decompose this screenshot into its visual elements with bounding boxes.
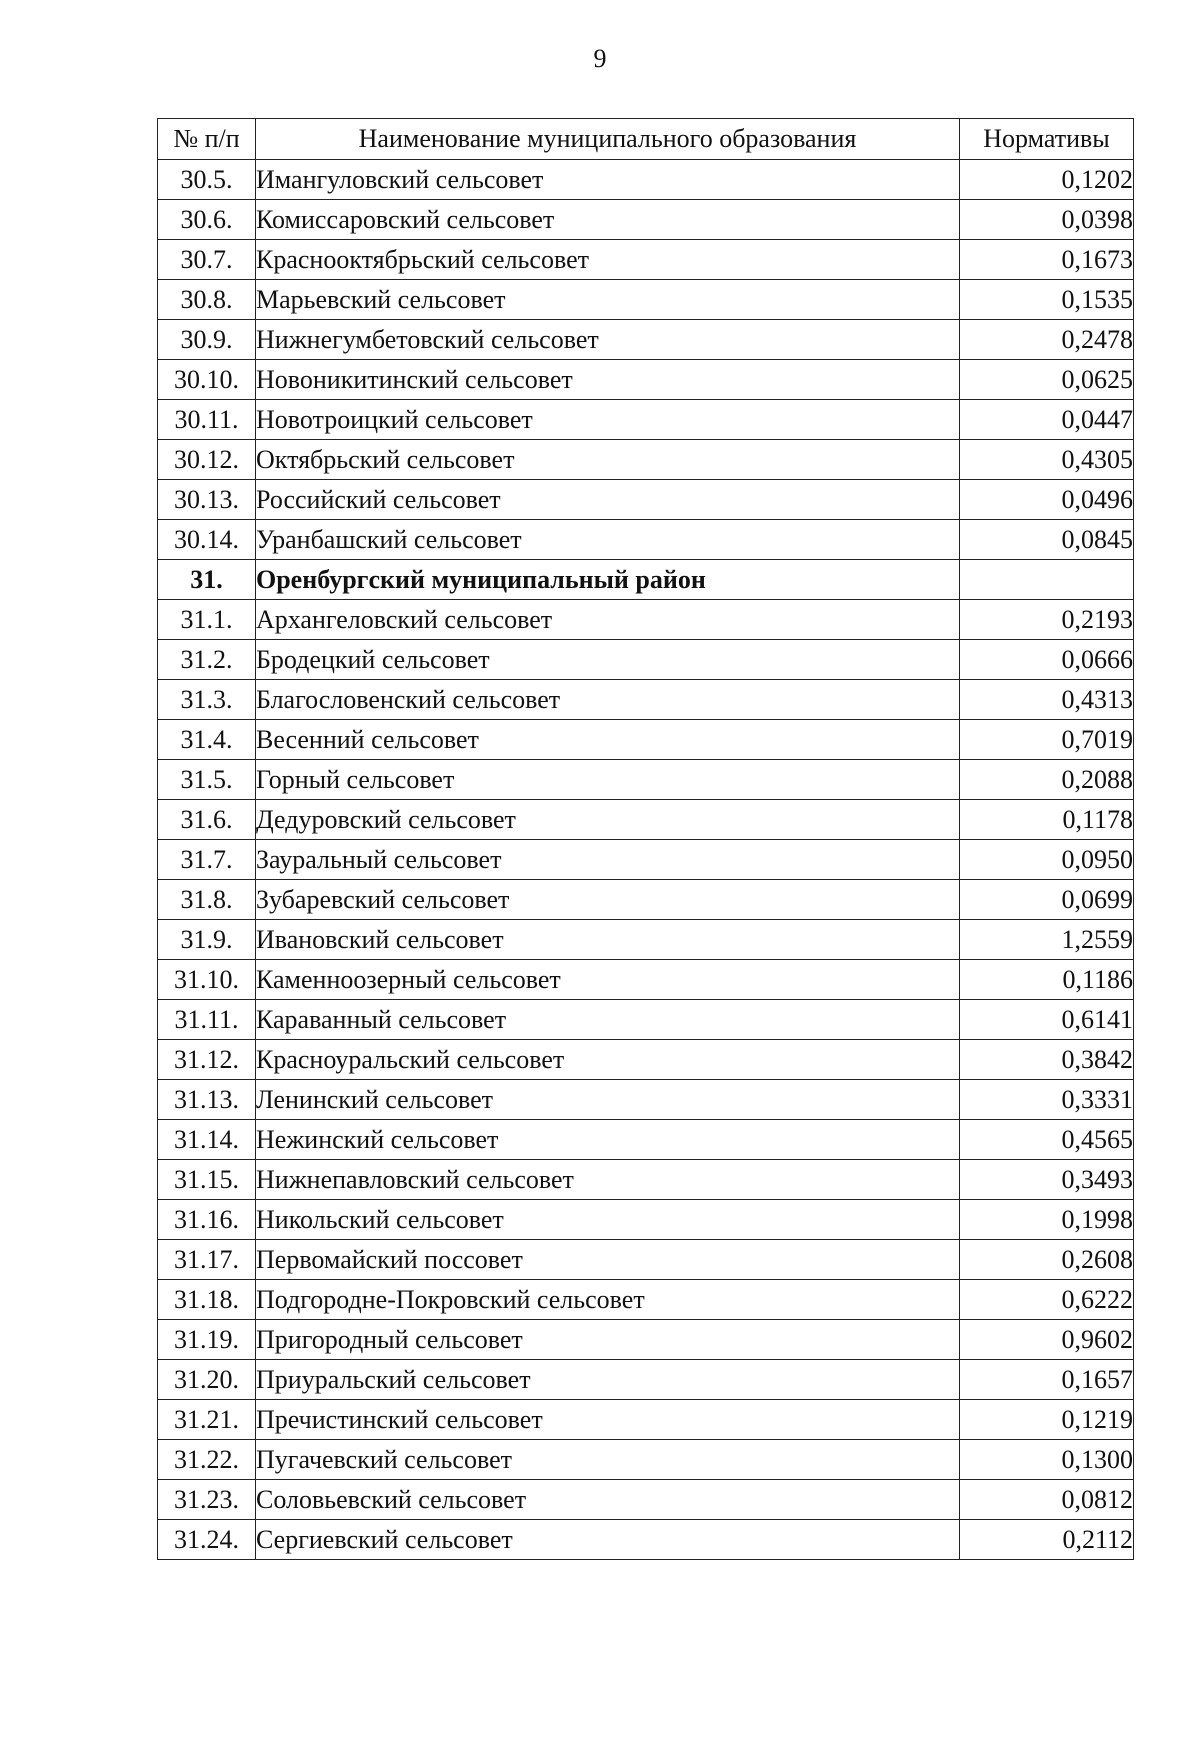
column-header-name: Наименование муниципального образования xyxy=(256,119,960,160)
norm-value: 0,0699 xyxy=(960,880,1134,920)
norm-value: 0,0398 xyxy=(960,200,1134,240)
norm-value: 0,1535 xyxy=(960,280,1134,320)
table-row xyxy=(158,1240,1134,1280)
norm-value xyxy=(960,560,1134,600)
table-row xyxy=(158,760,1134,800)
norm-value: 0,1657 xyxy=(960,1360,1134,1400)
row-number: 31.7. xyxy=(158,840,256,880)
table-header xyxy=(158,119,1134,160)
norm-value: 1,2559 xyxy=(960,920,1134,960)
row-number: 31.12. xyxy=(158,1040,256,1080)
municipality-name: Пугачевский сельсовет xyxy=(256,1440,960,1480)
table-row xyxy=(158,1320,1134,1360)
municipality-name: Марьевский сельсовет xyxy=(256,280,960,320)
table-row xyxy=(158,680,1134,720)
municipality-name: Российский сельсовет xyxy=(256,480,960,520)
norm-value: 0,1186 xyxy=(960,960,1134,1000)
norm-value: 0,6141 xyxy=(960,1000,1134,1040)
table-row xyxy=(158,1160,1134,1200)
table-row xyxy=(158,1480,1134,1520)
table-row xyxy=(158,920,1134,960)
table-row xyxy=(158,1200,1134,1240)
municipality-name: Караванный сельсовет xyxy=(256,1000,960,1040)
row-number: 30.11. xyxy=(158,400,256,440)
municipality-name: Ивановский сельсовет xyxy=(256,920,960,960)
table-row xyxy=(158,720,1134,760)
table-row xyxy=(158,1080,1134,1120)
municipality-name: Дедуровский сельсовет xyxy=(256,800,960,840)
table-row xyxy=(158,800,1134,840)
row-number: 31.13. xyxy=(158,1080,256,1120)
norm-value: 0,2608 xyxy=(960,1240,1134,1280)
row-number: 31.16. xyxy=(158,1200,256,1240)
municipality-name: Горный сельсовет xyxy=(256,760,960,800)
table-row xyxy=(158,280,1134,320)
row-number: 31.3. xyxy=(158,680,256,720)
row-number: 31.10. xyxy=(158,960,256,1000)
municipality-name: Красноуральский сельсовет xyxy=(256,1040,960,1080)
row-number: 31. xyxy=(158,560,256,600)
municipality-name: Зауральный сельсовет xyxy=(256,840,960,880)
row-number: 31.23. xyxy=(158,1480,256,1520)
table-row xyxy=(158,160,1134,200)
municipality-name: Имангуловский сельсовет xyxy=(256,160,960,200)
municipality-name: Весенний сельсовет xyxy=(256,720,960,760)
municipality-name: Зубаревский сельсовет xyxy=(256,880,960,920)
municipality-name: Бродецкий сельсовет xyxy=(256,640,960,680)
municipality-name: Нижнегумбетовский сельсовет xyxy=(256,320,960,360)
municipality-name: Каменноозерный сельсовет xyxy=(256,960,960,1000)
municipality-name: Краснооктябрьский сельсовет xyxy=(256,240,960,280)
norm-value: 0,9602 xyxy=(960,1320,1134,1360)
table-row xyxy=(158,240,1134,280)
municipality-name: Ленинский сельсовет xyxy=(256,1080,960,1120)
table-row xyxy=(158,480,1134,520)
municipality-name: Подгородне-Покровский сельсовет xyxy=(256,1280,960,1320)
norm-value: 0,2112 xyxy=(960,1520,1134,1560)
row-number: 31.22. xyxy=(158,1440,256,1480)
table-row xyxy=(158,1280,1134,1320)
row-number: 30.5. xyxy=(158,160,256,200)
table-row xyxy=(158,1040,1134,1080)
municipality-name: Никольский сельсовет xyxy=(256,1200,960,1240)
norm-value: 0,1998 xyxy=(960,1200,1134,1240)
table-row xyxy=(158,440,1134,480)
norm-value: 0,0496 xyxy=(960,480,1134,520)
table-row xyxy=(158,1520,1134,1560)
row-number: 31.11. xyxy=(158,1000,256,1040)
norm-value: 0,6222 xyxy=(960,1280,1134,1320)
norm-value: 0,1219 xyxy=(960,1400,1134,1440)
table-row xyxy=(158,200,1134,240)
municipality-name: Новоникитинский сельсовет xyxy=(256,360,960,400)
row-number: 31.17. xyxy=(158,1240,256,1280)
norm-value: 0,0950 xyxy=(960,840,1134,880)
norm-value: 0,0666 xyxy=(960,640,1134,680)
norm-value: 0,2088 xyxy=(960,760,1134,800)
municipality-name: Оренбургский муниципальный район xyxy=(256,560,960,600)
norm-value: 0,1202 xyxy=(960,160,1134,200)
row-number: 31.9. xyxy=(158,920,256,960)
row-number: 31.5. xyxy=(158,760,256,800)
norm-value: 0,0447 xyxy=(960,400,1134,440)
table-row xyxy=(158,320,1134,360)
table-row xyxy=(158,1360,1134,1400)
municipality-name: Нижнепавловский сельсовет xyxy=(256,1160,960,1200)
table-row xyxy=(158,360,1134,400)
header-row xyxy=(158,119,1134,160)
table-row xyxy=(158,600,1134,640)
row-number: 30.9. xyxy=(158,320,256,360)
row-number: 31.15. xyxy=(158,1160,256,1200)
row-number: 30.10. xyxy=(158,360,256,400)
norm-value: 0,1178 xyxy=(960,800,1134,840)
norm-value: 0,0845 xyxy=(960,520,1134,560)
norm-value: 0,2478 xyxy=(960,320,1134,360)
municipality-name: Архангеловский сельсовет xyxy=(256,600,960,640)
page-number: 9 xyxy=(593,44,607,73)
table-row xyxy=(158,1440,1134,1480)
column-header-number: № п/п xyxy=(158,119,256,160)
table-row xyxy=(158,400,1134,440)
row-number: 31.20. xyxy=(158,1360,256,1400)
row-number: 31.24. xyxy=(158,1520,256,1560)
municipality-name: Соловьевский сельсовет xyxy=(256,1480,960,1520)
norm-value: 0,2193 xyxy=(960,600,1134,640)
norm-value: 0,3331 xyxy=(960,1080,1134,1120)
municipality-name: Приуральский сельсовет xyxy=(256,1360,960,1400)
norm-value: 0,4565 xyxy=(960,1120,1134,1160)
table-row xyxy=(158,1000,1134,1040)
table-body xyxy=(158,160,1134,1560)
municipality-name: Новотроицкий сельсовет xyxy=(256,400,960,440)
municipality-name: Нежинский сельсовет xyxy=(256,1120,960,1160)
norm-value: 0,1300 xyxy=(960,1440,1134,1480)
norm-value: 0,0812 xyxy=(960,1480,1134,1520)
municipality-name: Пречистинский сельсовет xyxy=(256,1400,960,1440)
municipality-name: Уранбашский сельсовет xyxy=(256,520,960,560)
row-number: 31.19. xyxy=(158,1320,256,1360)
row-number: 31.21. xyxy=(158,1400,256,1440)
norm-value: 0,3842 xyxy=(960,1040,1134,1080)
municipality-name: Октябрьский сельсовет xyxy=(256,440,960,480)
table-row xyxy=(158,640,1134,680)
section-row xyxy=(158,560,1134,600)
row-number: 30.7. xyxy=(158,240,256,280)
norm-value: 0,3493 xyxy=(960,1160,1134,1200)
column-header-norms: Нормативы xyxy=(960,119,1134,160)
table-row xyxy=(158,960,1134,1000)
row-number: 30.14. xyxy=(158,520,256,560)
row-number: 31.6. xyxy=(158,800,256,840)
municipality-name: Сергиевский сельсовет xyxy=(256,1520,960,1560)
row-number: 31.4. xyxy=(158,720,256,760)
table-row xyxy=(158,880,1134,920)
municipality-name: Первомайский поссовет xyxy=(256,1240,960,1280)
row-number: 30.13. xyxy=(158,480,256,520)
municipality-name: Пригородный сельсовет xyxy=(256,1320,960,1360)
row-number: 31.8. xyxy=(158,880,256,920)
row-number: 30.6. xyxy=(158,200,256,240)
row-number: 31.18. xyxy=(158,1280,256,1320)
table-row xyxy=(158,520,1134,560)
row-number: 31.1. xyxy=(158,600,256,640)
row-number: 30.8. xyxy=(158,280,256,320)
norms-table xyxy=(157,118,1134,1560)
norm-value: 0,7019 xyxy=(960,720,1134,760)
municipality-name: Комиссаровский сельсовет xyxy=(256,200,960,240)
row-number: 31.14. xyxy=(158,1120,256,1160)
municipality-name: Благословенский сельсовет xyxy=(256,680,960,720)
table-row xyxy=(158,1400,1134,1440)
row-number: 31.2. xyxy=(158,640,256,680)
norm-value: 0,4305 xyxy=(960,440,1134,480)
row-number: 30.12. xyxy=(158,440,256,480)
table-row xyxy=(158,840,1134,880)
norm-value: 0,0625 xyxy=(960,360,1134,400)
table-row xyxy=(158,1120,1134,1160)
norm-value: 0,4313 xyxy=(960,680,1134,720)
norm-value: 0,1673 xyxy=(960,240,1134,280)
